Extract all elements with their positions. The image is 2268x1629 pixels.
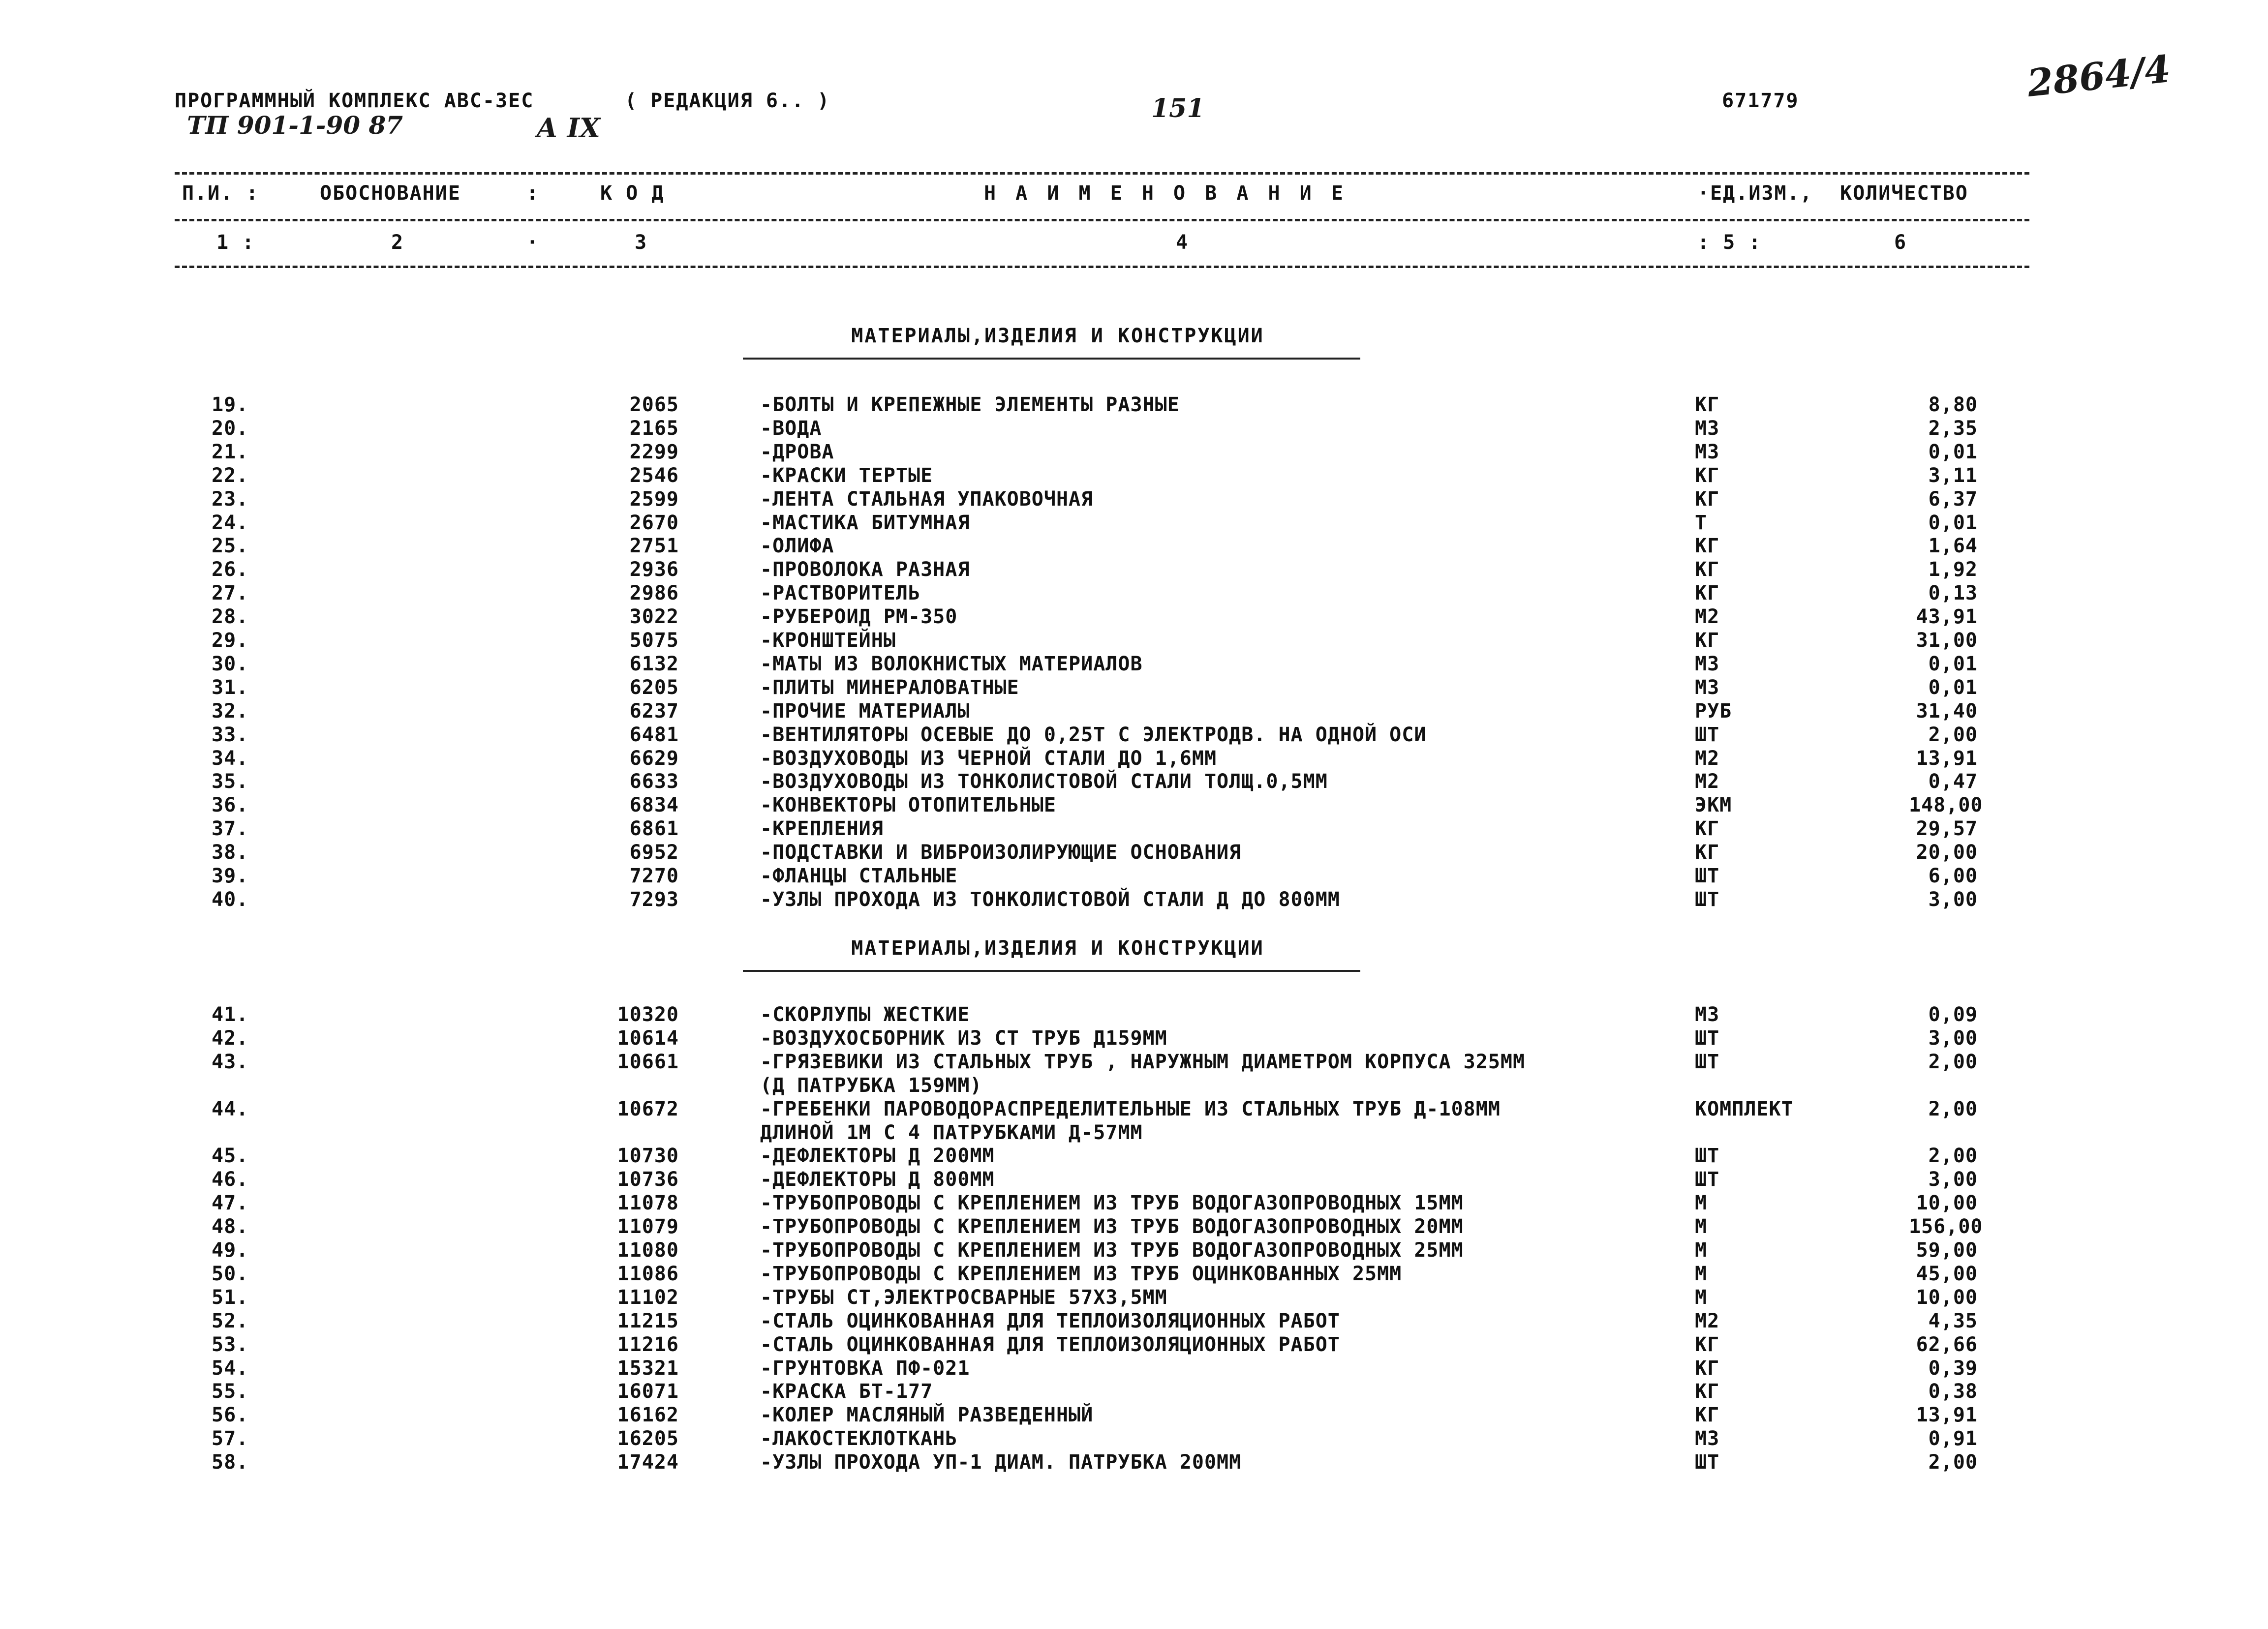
table-row — [0, 888, 2268, 912]
row-quantity: 148,00 — [1909, 794, 1983, 817]
column-header-basis: ОБОСНОВАНИЕ — [320, 182, 461, 205]
row-name: -ТРУБЫ СТ,ЭЛЕКТРОСВАРНЫЕ 57Х3,5ММ — [760, 1286, 1167, 1309]
row-code: 2546 — [629, 464, 679, 487]
row-quantity: 4,35 — [1928, 1309, 1978, 1332]
row-name: -ОЛИФА — [760, 535, 834, 558]
row-unit: М — [1695, 1239, 1708, 1262]
row-name: -СКОРЛУПЫ ЖЕСТКИЕ — [760, 1003, 970, 1026]
project-number: ТП 901-1-90 87 — [187, 111, 403, 140]
row-name: -МАТЫ ИЗ ВОЛОКНИСТЫХ МАТЕРИАЛОВ — [760, 652, 1143, 675]
row-unit: Т — [1695, 511, 1708, 534]
row-number: 25. — [212, 535, 249, 558]
row-code: 6633 — [629, 770, 679, 793]
page-number: 151 — [1151, 93, 1205, 123]
row-name: -СТАЛЬ ОЦИНКОВАННАЯ ДЛЯ ТЕПЛОИЗОЛЯЦИОННЫХ РАБОТ — [760, 1333, 1340, 1356]
row-code: 10730 — [617, 1145, 679, 1168]
table-row — [0, 1215, 2268, 1239]
album-number: А IX — [536, 112, 600, 144]
row-name: -ГРУНТОВКА ПФ-021 — [760, 1357, 970, 1380]
row-name: -ТРУБОПРОВОДЫ С КРЕПЛЕНИЕМ ИЗ ТРУБ ОЦИНКОВАННЫХ 25ММ — [760, 1262, 1402, 1285]
row-quantity: 6,00 — [1928, 865, 1978, 887]
row-name: -ДЕФЛЕКТОРЫ Д 200ММ — [760, 1145, 995, 1168]
table-row — [0, 582, 2268, 605]
table-row — [0, 393, 2268, 417]
row-unit: М2 — [1695, 770, 1720, 793]
row-code: 11079 — [617, 1215, 679, 1238]
row-number: 26. — [212, 558, 249, 581]
row-code: 10661 — [617, 1050, 679, 1073]
row-number: 24. — [212, 511, 249, 534]
row-quantity: 0,01 — [1928, 440, 1978, 463]
column-header-code: К О Д — [600, 182, 665, 205]
table-row — [0, 1145, 2268, 1168]
row-unit: ШТ — [1695, 888, 1720, 911]
row-name-continuation: (Д ПАТРУБКА 159ММ) — [760, 1074, 982, 1097]
row-quantity: 20,00 — [1916, 841, 1978, 864]
table-row — [0, 1380, 2268, 1404]
row-number: 43. — [212, 1050, 249, 1073]
row-quantity: 3,11 — [1928, 464, 1978, 487]
row-quantity: 62,66 — [1916, 1333, 1978, 1356]
row-name: -ВОЗДУХОВОДЫ ИЗ ТОНКОЛИСТОВОЙ СТАЛИ ТОЛЩ.0,5ММ — [760, 770, 1328, 793]
row-unit: М3 — [1695, 440, 1720, 463]
row-quantity: 43,91 — [1916, 605, 1978, 629]
table-row — [0, 488, 2268, 512]
row-name: -ВОЗДУХОСБОРНИК ИЗ СТ ТРУБ Д159ММ — [760, 1026, 1167, 1050]
row-name: -ЛАКОСТЕКЛОТКАНЬ — [760, 1427, 958, 1450]
row-quantity: 2,35 — [1928, 417, 1978, 440]
row-name: -УЗЛЫ ПРОХОДА УП-1 ДИАМ. ПАТРУБКА 200ММ — [760, 1451, 1242, 1474]
row-unit: М — [1695, 1262, 1708, 1285]
table-row — [0, 464, 2268, 488]
row-number: 37. — [212, 817, 249, 841]
row-number: 31. — [212, 676, 249, 699]
row-name: -ТРУБОПРОВОДЫ С КРЕПЛЕНИЕМ ИЗ ТРУБ ВОДОГАЗОПРОВОДНЫХ 25ММ — [760, 1239, 1464, 1262]
row-code: 2986 — [629, 582, 679, 605]
row-number: 35. — [212, 770, 249, 793]
row-name: -ФЛАНЦЫ СТАЛЬНЫЕ — [760, 865, 958, 887]
row-unit: М3 — [1695, 676, 1720, 699]
row-number: 48. — [212, 1215, 249, 1238]
row-code: 11086 — [617, 1262, 679, 1285]
row-quantity: 13,91 — [1916, 1404, 1978, 1427]
row-name: -КОНВЕКТОРЫ ОТОПИТЕЛЬНЫЕ — [760, 794, 1056, 817]
row-code: 11215 — [617, 1309, 679, 1332]
row-number: 50. — [212, 1262, 249, 1285]
row-code: 11102 — [617, 1286, 679, 1309]
table-row — [0, 1286, 2268, 1310]
row-unit: КГ — [1695, 629, 1720, 652]
row-unit: КГ — [1695, 393, 1720, 416]
row-name: -РАСТВОРИТЕЛЬ — [760, 582, 921, 605]
table-row — [0, 1192, 2268, 1215]
column-header-number: П.И. : — [182, 182, 259, 205]
row-quantity: 59,00 — [1916, 1239, 1978, 1262]
row-number: 52. — [212, 1309, 249, 1332]
table-row — [0, 817, 2268, 841]
row-number: 29. — [212, 629, 249, 652]
row-code: 6629 — [629, 747, 679, 770]
table-row — [0, 605, 2268, 629]
row-quantity: 0,38 — [1928, 1380, 1978, 1403]
table-row — [0, 1427, 2268, 1451]
row-unit: ЭКМ — [1695, 794, 1732, 817]
row-unit: ШТ — [1695, 1145, 1720, 1168]
row-code: 2065 — [629, 393, 679, 416]
table-row — [0, 865, 2268, 888]
row-unit: М3 — [1695, 652, 1720, 675]
row-code: 11216 — [617, 1333, 679, 1356]
table-row — [0, 441, 2268, 464]
row-unit: КОМПЛЕКТ — [1695, 1097, 1794, 1120]
row-name: -ПРОЧИЕ МАТЕРИАЛЫ — [760, 699, 970, 723]
table-row — [0, 1051, 2268, 1074]
row-number: 38. — [212, 841, 249, 864]
row-unit: ШТ — [1695, 723, 1720, 746]
row-name: -ГРЯЗЕВИКИ ИЗ СТАЛЬНЫХ ТРУБ , НАРУЖНЫМ ДИАМЕТРОМ КОРПУСА 325ММ — [760, 1050, 1526, 1073]
column-header-unit: ·ЕД.ИЗМ., — [1697, 182, 1813, 205]
row-code: 2299 — [629, 440, 679, 463]
row-unit: КГ — [1695, 1333, 1720, 1356]
row-quantity: 1,64 — [1928, 535, 1978, 558]
row-quantity: 31,00 — [1916, 629, 1978, 652]
row-name: -РУБЕРОИД РМ-350 — [760, 605, 958, 629]
column-header-quantity: КОЛИЧЕСТВО — [1840, 182, 1968, 205]
header-rule-middle — [175, 219, 2029, 221]
row-unit: КГ — [1695, 464, 1720, 487]
row-number: 32. — [212, 699, 249, 723]
table-row — [0, 535, 2268, 558]
row-quantity: 0,91 — [1928, 1427, 1978, 1450]
row-name: -ТРУБОПРОВОДЫ С КРЕПЛЕНИЕМ ИЗ ТРУБ ВОДОГАЗОПРОВОДНЫХ 15ММ — [760, 1192, 1464, 1215]
row-name: -СТАЛЬ ОЦИНКОВАННАЯ ДЛЯ ТЕПЛОИЗОЛЯЦИОННЫХ РАБОТ — [760, 1309, 1340, 1332]
row-name: -КОЛЕР МАСЛЯНЫЙ РАЗВЕДЕННЫЙ — [760, 1404, 1094, 1427]
row-unit: КГ — [1695, 582, 1720, 605]
table-row — [0, 724, 2268, 747]
row-code: 2599 — [629, 487, 679, 511]
column-index-4: 4 — [1176, 231, 1189, 254]
table-row — [0, 1239, 2268, 1263]
row-quantity: 31,40 — [1916, 699, 1978, 723]
sheet-mark: 2864/4 — [2025, 46, 2173, 106]
row-code: 16162 — [617, 1404, 679, 1427]
row-name: -КРЕПЛЕНИЯ — [760, 817, 884, 841]
row-number: 58. — [212, 1451, 249, 1474]
table-row — [0, 1098, 2268, 1121]
row-name: -ПРОВОЛОКА РАЗНАЯ — [760, 558, 970, 581]
row-name: -ВОДА — [760, 417, 822, 440]
row-quantity: 2,00 — [1928, 1451, 1978, 1474]
edition-label: ( РЕДАКЦИЯ 6.. ) — [625, 90, 830, 112]
section-underline — [743, 970, 1360, 972]
row-number: 36. — [212, 794, 249, 817]
row-unit: ШТ — [1695, 865, 1720, 887]
row-unit: КГ — [1695, 1404, 1720, 1427]
table-row — [0, 1027, 2268, 1051]
row-quantity: 2,00 — [1928, 723, 1978, 746]
row-name: -КРАСКА БТ-177 — [760, 1380, 933, 1403]
row-code: 7293 — [629, 888, 679, 911]
table-row — [0, 1404, 2268, 1427]
row-number: 39. — [212, 865, 249, 887]
row-name: -ГРЕБЕНКИ ПАРОВОДОРАСПРЕДЕЛИТЕЛЬНЫЕ ИЗ СТАЛЬНЫХ ТРУБ Д-108ММ — [760, 1097, 1501, 1120]
row-code: 6834 — [629, 794, 679, 817]
row-quantity: 13,91 — [1916, 747, 1978, 770]
row-quantity: 1,92 — [1928, 558, 1978, 581]
row-name: -КРОНШТЕЙНЫ — [760, 629, 896, 652]
row-quantity: 0,01 — [1928, 652, 1978, 675]
row-number: 27. — [212, 582, 249, 605]
table-row — [0, 512, 2268, 535]
table-row — [0, 629, 2268, 653]
row-number: 53. — [212, 1333, 249, 1356]
row-quantity: 0,39 — [1928, 1357, 1978, 1380]
row-unit: М2 — [1695, 1309, 1720, 1332]
row-unit: КГ — [1695, 487, 1720, 511]
row-quantity: 6,37 — [1928, 487, 1978, 511]
row-quantity: 3,00 — [1928, 888, 1978, 911]
section-underline — [743, 358, 1360, 360]
column-header-separator: : — [526, 182, 540, 205]
row-number: 34. — [212, 747, 249, 770]
section-title: МАТЕРИАЛЫ,ИЗДЕЛИЯ И КОНСТРУКЦИИ — [851, 937, 1264, 960]
row-code: 6132 — [629, 652, 679, 675]
row-unit: М — [1695, 1192, 1708, 1215]
row-code: 16205 — [617, 1427, 679, 1450]
row-number: 20. — [212, 417, 249, 440]
row-name: -ВЕНТИЛЯТОРЫ ОСЕВЫЕ ДО 0,25Т С ЭЛЕКТРОДВ. НА ОДНОЙ ОСИ — [760, 723, 1427, 746]
row-unit: М3 — [1695, 1003, 1720, 1026]
row-quantity: 3,00 — [1928, 1168, 1978, 1191]
row-quantity: 10,00 — [1916, 1286, 1978, 1309]
row-code: 6205 — [629, 676, 679, 699]
column-index-2: 2 — [391, 231, 404, 254]
row-quantity: 29,57 — [1916, 817, 1978, 841]
row-name: -ТРУБОПРОВОДЫ С КРЕПЛЕНИЕМ ИЗ ТРУБ ВОДОГАЗОПРОВОДНЫХ 20ММ — [760, 1215, 1464, 1238]
table-row — [0, 1263, 2268, 1286]
row-code: 11078 — [617, 1192, 679, 1215]
row-quantity: 0,01 — [1928, 676, 1978, 699]
row-code: 2165 — [629, 417, 679, 440]
row-code: 11080 — [617, 1239, 679, 1262]
row-name-continuation: ДЛИНОЙ 1М С 4 ПАТРУБКАМИ Д-57ММ — [760, 1121, 1143, 1144]
row-number: 54. — [212, 1357, 249, 1380]
document-code: 671779 — [1722, 90, 1799, 112]
row-unit: М — [1695, 1215, 1708, 1238]
row-quantity: 0,47 — [1928, 770, 1978, 793]
column-index-1: 1 : — [216, 231, 255, 254]
row-unit: М2 — [1695, 605, 1720, 629]
row-quantity: 0,09 — [1928, 1003, 1978, 1026]
column-index-5: : 5 : — [1697, 231, 1762, 254]
header-rule-top — [175, 172, 2029, 175]
row-name: -КРАСКИ ТЕРТЫЕ — [760, 464, 933, 487]
table-row — [0, 700, 2268, 724]
row-code: 3022 — [629, 605, 679, 629]
row-code: 2670 — [629, 511, 679, 534]
row-code: 17424 — [617, 1451, 679, 1474]
table-row — [0, 676, 2268, 700]
row-code: 6861 — [629, 817, 679, 841]
row-unit: РУБ — [1695, 699, 1732, 723]
row-code: 7270 — [629, 865, 679, 887]
row-number: 30. — [212, 652, 249, 675]
row-number: 40. — [212, 888, 249, 911]
row-quantity: 2,00 — [1928, 1050, 1978, 1073]
row-code: 16071 — [617, 1380, 679, 1403]
row-unit: ШТ — [1695, 1026, 1720, 1050]
table-row — [0, 1451, 2268, 1475]
table-row — [0, 1168, 2268, 1192]
row-number: 23. — [212, 487, 249, 511]
row-code: 6481 — [629, 723, 679, 746]
row-unit: КГ — [1695, 1357, 1720, 1380]
row-unit: КГ — [1695, 1380, 1720, 1403]
table-row — [0, 653, 2268, 676]
row-code: 6952 — [629, 841, 679, 864]
row-code: 2751 — [629, 535, 679, 558]
row-quantity: 45,00 — [1916, 1262, 1978, 1285]
row-unit: ШТ — [1695, 1050, 1720, 1073]
table-row — [0, 417, 2268, 441]
row-number: 47. — [212, 1192, 249, 1215]
row-name: -ПЛИТЫ МИНЕРАЛОВАТНЫЕ — [760, 676, 1019, 699]
row-name: -ВОЗДУХОВОДЫ ИЗ ЧЕРНОЙ СТАЛИ ДО 1,6ММ — [760, 747, 1217, 770]
column-index-3: 3 — [635, 231, 648, 254]
header-rule-bottom — [175, 266, 2029, 268]
row-unit: М3 — [1695, 417, 1720, 440]
row-quantity: 2,00 — [1928, 1145, 1978, 1168]
row-number: 45. — [212, 1145, 249, 1168]
row-unit: ШТ — [1695, 1168, 1720, 1191]
row-code: 10672 — [617, 1097, 679, 1120]
row-number: 49. — [212, 1239, 249, 1262]
row-number: 41. — [212, 1003, 249, 1026]
table-row — [0, 841, 2268, 865]
row-number: 28. — [212, 605, 249, 629]
row-code: 5075 — [629, 629, 679, 652]
row-number: 33. — [212, 723, 249, 746]
row-name: -ДЕФЛЕКТОРЫ Д 800ММ — [760, 1168, 995, 1191]
table-row — [0, 1310, 2268, 1333]
table-row — [0, 1003, 2268, 1027]
row-unit: КГ — [1695, 817, 1720, 841]
row-quantity: 2,00 — [1928, 1097, 1978, 1120]
row-name: -МАСТИКА БИТУМНАЯ — [760, 511, 970, 534]
row-name: -ДРОВА — [760, 440, 834, 463]
section-title: МАТЕРИАЛЫ,ИЗДЕЛИЯ И КОНСТРУКЦИИ — [851, 325, 1264, 347]
row-name: -БОЛТЫ И КРЕПЕЖНЫЕ ЭЛЕМЕНТЫ РАЗНЫЕ — [760, 393, 1180, 416]
row-quantity: 3,00 — [1928, 1026, 1978, 1050]
column-header-name: Н А И М Е Н О В А Н И Е — [984, 182, 1347, 205]
row-quantity: 8,80 — [1928, 393, 1978, 416]
row-number: 51. — [212, 1286, 249, 1309]
table-row — [0, 1357, 2268, 1381]
column-index-6: 6 — [1894, 231, 1907, 254]
table-row — [0, 794, 2268, 817]
row-number: 22. — [212, 464, 249, 487]
row-unit: М2 — [1695, 747, 1720, 770]
row-code: 15321 — [617, 1357, 679, 1380]
row-unit: М3 — [1695, 1427, 1720, 1450]
row-unit: ШТ — [1695, 1451, 1720, 1474]
table-row — [0, 558, 2268, 582]
row-quantity: 10,00 — [1916, 1192, 1978, 1215]
row-number: 46. — [212, 1168, 249, 1191]
table-row — [0, 770, 2268, 794]
row-name: -ПОДСТАВКИ И ВИБРОИЗОЛИРУЮЩИЕ ОСНОВАНИЯ — [760, 841, 1242, 864]
row-unit: М — [1695, 1286, 1708, 1309]
row-unit: КГ — [1695, 841, 1720, 864]
row-name: -УЗЛЫ ПРОХОДА ИЗ ТОНКОЛИСТОВОЙ СТАЛИ Д ДО 800ММ — [760, 888, 1340, 911]
row-code: 10614 — [617, 1026, 679, 1050]
table-row — [0, 747, 2268, 771]
row-number: 56. — [212, 1404, 249, 1427]
row-code: 2936 — [629, 558, 679, 581]
row-quantity: 0,13 — [1928, 582, 1978, 605]
row-quantity: 156,00 — [1909, 1215, 1983, 1238]
row-number: 44. — [212, 1097, 249, 1120]
row-unit: КГ — [1695, 535, 1720, 558]
row-number: 42. — [212, 1026, 249, 1050]
row-number: 57. — [212, 1427, 249, 1450]
row-number: 55. — [212, 1380, 249, 1403]
row-name: -ЛЕНТА СТАЛЬНАЯ УПАКОВОЧНАЯ — [760, 487, 1094, 511]
column-index-separator: · — [526, 231, 540, 254]
row-number: 19. — [212, 393, 249, 416]
row-number: 21. — [212, 440, 249, 463]
row-unit: КГ — [1695, 558, 1720, 581]
table-row — [0, 1333, 2268, 1357]
row-code: 10736 — [617, 1168, 679, 1191]
program-title: ПРОГРАММНЫЙ КОМПЛЕКС АВС-ЗЕС — [175, 90, 534, 112]
row-quantity: 0,01 — [1928, 511, 1978, 534]
row-code: 10320 — [617, 1003, 679, 1026]
row-code: 6237 — [629, 699, 679, 723]
